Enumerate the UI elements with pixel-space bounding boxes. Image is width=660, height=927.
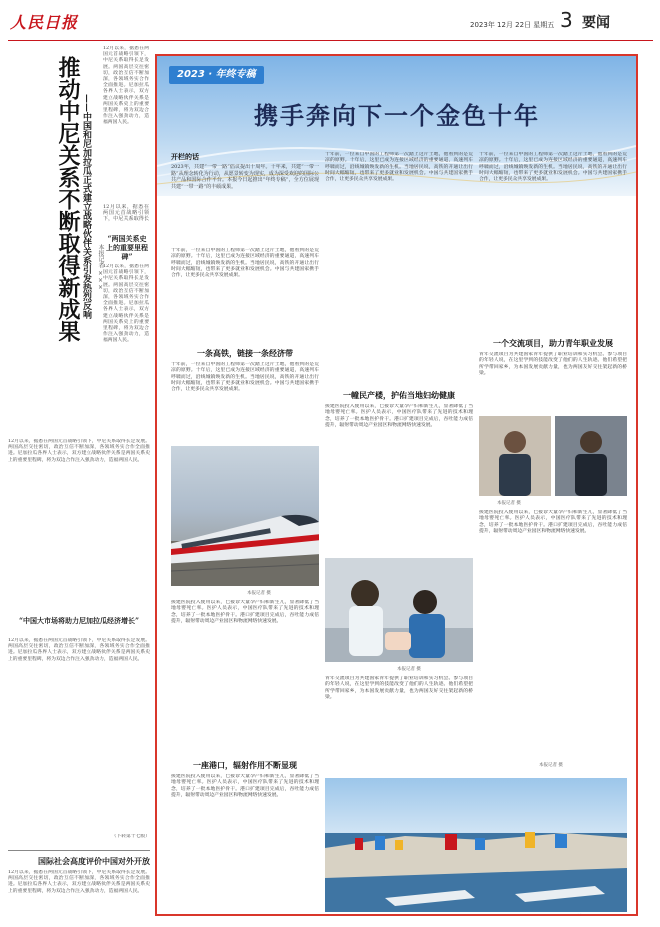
col2-text-a: 十年前，一位来自中国的工程师第一次踏上这片土地，他看到的是荒凉的原野。十年后，这里已成为连接区域经济的重要通道，高速列车呼啸而过，沿线城镇焕发新的生机。当地居民说，高铁的开通让出行时间大幅缩短，也带来了更多就业和发展机会。中国与共建国家携手合作，让更多民众共享发展成果。 [325,152,473,183]
col1-text-a: 十年前，一位来自中国的工程师第一次踏上这片土地，他看到的是荒凉的原野。十年后，这里已成为连接区域经济的重要通道，高速列车呼啸而过，沿线城镇焕发新的生机。当地居民说，高铁的开通让出行时间大幅缩短，也带来了更多就业和发展机会。中国与共建国家携手合作，让更多民众共享发展成果。 [171,248,319,279]
section-heading-2: 一幢民产楼，护佑当地妇幼健康 [343,391,455,400]
left-bottom-rule [8,850,150,851]
masthead [0,0,660,44]
col2-text-c: 青年交流项目为共建国家青年提供了职业培训和实习机会。参与项目的年轻人说，在这里学到的技能改变了他们的人生轨迹。他们希望把所学带回家乡，为本国发展贡献力量，也为两国友好交往架起新的桥梁。 [325,676,473,700]
hospital-photo [325,558,473,662]
feature-tag: 2023 · 年终专稿 [169,66,264,84]
col1-text-b: 十年前，一位来自中国的工程师第一次踏上这片土地，他看到的是荒凉的原野。十年后，这里已成为连接区域经济的重要通道，高速列车呼啸而过，沿线城镇焕发新的生机。当地居民说，高铁的开通让出行时间大幅缩短，也带来了更多就业和发展机会。中国与共建国家携手合作，让更多民众共享发展成果。 [171,362,319,393]
section-heading-1: 一条高铁，链接一条经济带 [197,349,293,358]
train-illustration [171,446,319,586]
left-continued: （下转第十七版） [111,834,150,839]
left-body-text-2: 12月以来，据悉在两国元首战略引领下，中尼关系取得长足发展。两国高层交往密切，政治互信不断加深，各领域务实合作全面推进。尼加拉瓜各界人士表示，双方建立战略伙伴关系是两国关系史上的重要里程碑，将为双边合作注入强劲动力，造福两国人民。 [103,264,149,344]
page-name: 要闻 [582,15,610,31]
page-number: 3 [560,8,573,32]
train-photo-credit: 本报记者 摄 [247,591,271,596]
portrait-right-illustration [555,416,627,496]
photo-credit-strip [325,760,627,774]
intro-text: 2023年，共建“一带一路”倡议提出十周年。十年来，共建“一带一路”从理念转化为行动，从愿景转变为现实，成为深受欢迎的国际公共产品和国际合作平台。本报今日起推出“年终专稿”，全方位展现共建“一带一路”的丰硕成果。 [171,164,319,190]
portrait-photo-credit: 本报记者 摄 [497,501,521,506]
port-credit [577,914,604,916]
left-byline: 本报记者 ××× [97,244,104,291]
train-photo [171,446,319,586]
masthead-rule [8,40,653,41]
newspaper-logo: 人民日报 [10,13,79,32]
left-body-text-1: 12月以来，据悉在两国元首战略引领下，中尼关系取得长足发展。两国高层交往密切，政治互信不断加深，各领域务实合作全面推进。尼加拉瓜各界人士表示，双方建立战略伙伴关系是两国关系史上的重要里程碑，将为双边合作注入强劲动力，造福两国人民。 [103,46,149,126]
col3-text-c: 援建医院投入使用以来，已接诊大量孕产妇和新生儿，显著降低了当地母婴死亡率。医护人员表示，中国医疗队带来了先进的技术和理念，培养了一批本地医护骨干。港口扩建项目完成后，吞吐能力成倍提升，辐射带动周边产业园区和物流网络快速发展。 [479,510,627,534]
feature-title: 携手奔向下一个金色十年 [254,102,540,130]
portrait-photo-left [479,416,551,496]
left-bottom-title: 国际社会高度评价中国对外开放 [38,857,150,866]
feature-article [155,54,638,916]
strip-credit: 本报记者 摄 [539,763,563,768]
portrait-left-illustration [479,416,551,496]
col2-text-b: 援建医院投入使用以来，已接诊大量孕产妇和新生儿，显著降低了当地母婴死亡率。医护人员表示，中国医疗队带来了先进的技术和理念，培养了一批本地医护骨干。港口扩建项目完成后，吞吐能力成倍提升，辐射带动周边产业园区和物流网络快速发展。 [325,404,473,428]
port-photo [325,778,627,912]
hospital-illustration [325,558,473,662]
issue-date: 2023年 12月 22日 星期五 [470,21,555,29]
col3-text-b: 青年交流项目为共建国家青年提供了职业培训和实习机会。参与项目的年轻人说，在这里学到的技能改变了他们的人生轨迹。他们希望把所学带回家乡，为本国发展贡献力量，也为两国友好交往架起新的桥梁。 [479,352,627,376]
left-body-text-4: 12月以来，据悉在两国元首战略引领下，中尼关系取得长足发展。两国高层交往密切，政治互信不断加深，各领域务实合作全面推进。尼加拉瓜各界人士表示，双方建立战略伙伴关系是两国关系史上的重要里程碑，将为双边合作注入强劲动力，造福两国人民。 [8,638,150,662]
col1-text-c: 援建医院投入使用以来，已接诊大量孕产妇和新生儿，显著降低了当地母婴死亡率。医护人员表示，中国医疗队带来了先进的技术和理念，培养了一批本地医护骨干。港口扩建项目完成后，吞吐能力成倍提升，辐射带动周边产业园区和物流网络快速发展。 [171,600,319,624]
left-bottom-text: 12月以来，据悉在两国元首战略引领下，中尼关系取得长足发展。两国高层交往密切，政治互信不断加深，各领域务实合作全面推进。尼加拉瓜各界人士表示，双方建立战略伙伴关系是两国关系史上的重要里程碑，将为双边合作注入强劲动力，造福两国人民。 [8,870,150,894]
left-article [8,44,150,919]
section-heading-4: 一个交流项目，助力青年职业发展 [493,339,613,348]
portrait-photo-right [555,416,627,496]
left-subtitle: ——中国和尼加拉瓜正式建立战略伙伴关系引发热烈反响 [81,94,91,319]
left-section-heading-1: “两国关系史上的重要里程碑” [106,234,148,261]
port-caption [325,914,357,916]
left-body-text-3: 12月以来，据悉在两国元首战略引领下，中尼关系取得长足发展。两国高层交往密切，政治互信不断加深，各领域务实合作全面推进。尼加拉瓜各界人士表示，双方建立战略伙伴关系是两国关系史上的重要里程碑，将为双边合作注入强劲动力，造福两国人民。 [8,439,150,463]
left-headline: 推动中尼关系不断取得新成果 [55,56,80,342]
intro-heading: 开栏的话 [171,152,199,161]
left-section-heading-2: “中国大市场将助力尼加拉瓜经济增长” [18,616,140,625]
hospital-photo-credit: 本报记者 摄 [397,667,421,672]
col3-text-a: 十年前，一位来自中国的工程师第一次踏上这片土地，他看到的是荒凉的原野。十年后，这里已成为连接区域经济的重要通道，高速列车呼啸而过，沿线城镇焕发新的生机。当地居民说，高铁的开通让出行时间大幅缩短，也带来了更多就业和发展机会。中国与共建国家携手合作，让更多民众共享发展成果。 [479,152,627,183]
left-body-text-1b: 12月以来，据悉在两国元首战略引领下，中尼关系取得长 [103,204,149,222]
col1-text-d: 援建医院投入使用以来，已接诊大量孕产妇和新生儿，显著降低了当地母婴死亡率。医护人员表示，中国医疗队带来了先进的技术和理念，培养了一批本地医护骨干。港口扩建项目完成后，吞吐能力成倍提升，辐射带动周边产业园区和物流网络快速发展。 [171,774,319,798]
section-heading-3: 一座港口，辐射作用不断显现 [193,761,297,770]
port-illustration [325,778,627,912]
